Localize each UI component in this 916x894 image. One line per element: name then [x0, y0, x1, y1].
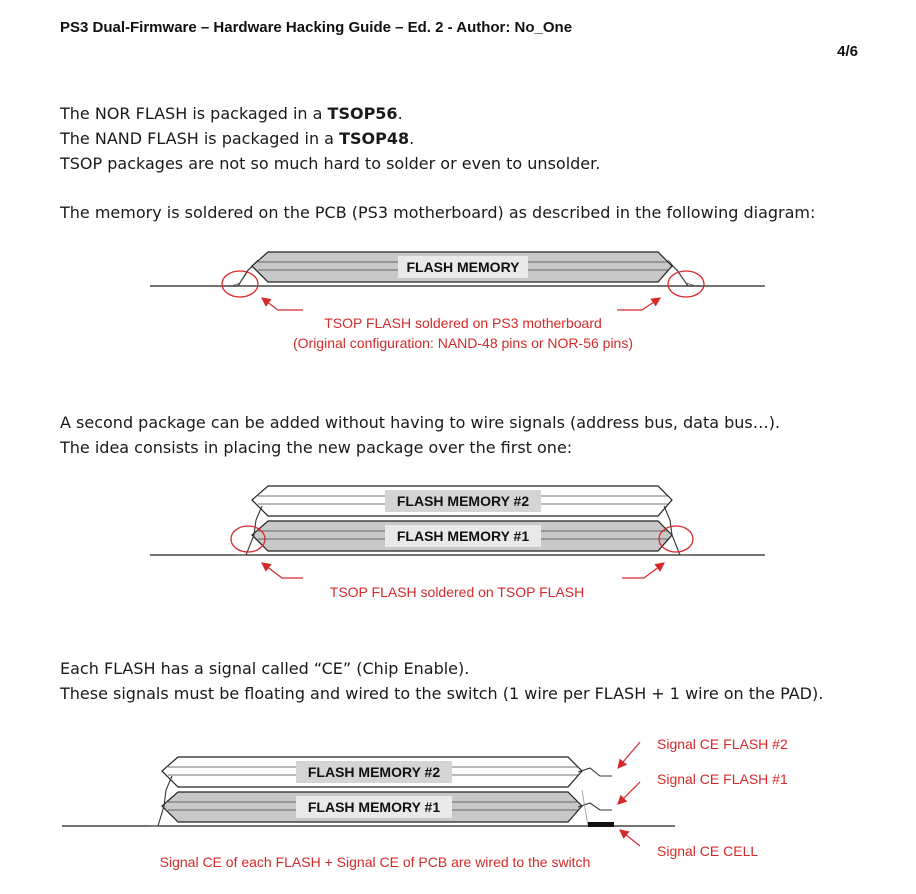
- arrow-right: [617, 298, 660, 310]
- flash-memory-2-label: FLASH MEMORY #2: [396, 493, 530, 509]
- arrow-left: [262, 298, 303, 310]
- caption-line2: (Original configuration: NAND-48 pins or NOR-56 pins): [292, 335, 634, 351]
- nor-package: TSOP56: [327, 104, 398, 123]
- signal-ce-cell-label: Signal CE CELL: [657, 843, 759, 859]
- signal-ce-flash1-label: Signal CE FLASH #1: [657, 771, 788, 787]
- arrow-ce-flash2: [618, 742, 640, 768]
- diagram-single-flash: [150, 252, 765, 351]
- second-package-line1: A second package can be added without having to wire signals (address bus, data bus…).: [60, 413, 781, 432]
- pin-ce-flash2: [578, 768, 612, 776]
- ce-line2: These signals must be floating and wired to the switch (1 wire per FLASH + 1 wire on the PAD).: [60, 684, 824, 703]
- caption: Signal CE of each FLASH + Signal CE of PCB are wired to the switch: [159, 854, 591, 870]
- flash-memory-1-label: FLASH MEMORY #1: [307, 799, 441, 815]
- diagram-stacked-flash: [150, 486, 765, 600]
- flash-memory-label: FLASH MEMORY: [406, 259, 520, 275]
- diagram-ce-signals: [62, 736, 788, 870]
- nand-package: TSOP48: [339, 129, 410, 148]
- memory-note: The memory is soldered on the PCB (PS3 motherboard) as described in the following diagram:: [60, 203, 816, 222]
- signal-ce-flash2-label: Signal CE FLASH #2: [657, 736, 788, 752]
- nand-suffix: .: [409, 129, 415, 148]
- arrow-ce-flash1: [618, 782, 640, 804]
- nand-prefix: The NAND FLASH is packaged in a: [60, 129, 340, 148]
- flash-memory-2-label: FLASH MEMORY #2: [307, 764, 441, 780]
- nor-prefix: The NOR FLASH is packaged in a: [60, 104, 328, 123]
- page-number: 4/6: [837, 43, 858, 60]
- solder-circle-left: [222, 271, 258, 297]
- arrow-right: [622, 563, 664, 578]
- flash-memory-1-label: FLASH MEMORY #1: [396, 528, 530, 544]
- pin-ce-flash1: [578, 803, 612, 810]
- nor-suffix: .: [397, 104, 403, 123]
- arrow-ce-cell: [620, 830, 640, 846]
- ce-line1: Each FLASH has a signal called “CE” (Chip Enable).: [60, 659, 470, 678]
- arrow-left: [262, 563, 303, 578]
- caption-line1: TSOP FLASH soldered on PS3 motherboard: [324, 315, 602, 331]
- second-package-line2: The idea consists in placing the new package over the first one:: [60, 438, 573, 457]
- caption: TSOP FLASH soldered on TSOP FLASH: [329, 584, 585, 600]
- ce-cell-pad: [588, 822, 614, 827]
- document-header-title: PS3 Dual-Firmware – Hardware Hacking Guide – Ed. 2 - Author: No_One: [60, 19, 573, 36]
- tsop-note: TSOP packages are not so much hard to solder or even to unsolder.: [60, 154, 601, 173]
